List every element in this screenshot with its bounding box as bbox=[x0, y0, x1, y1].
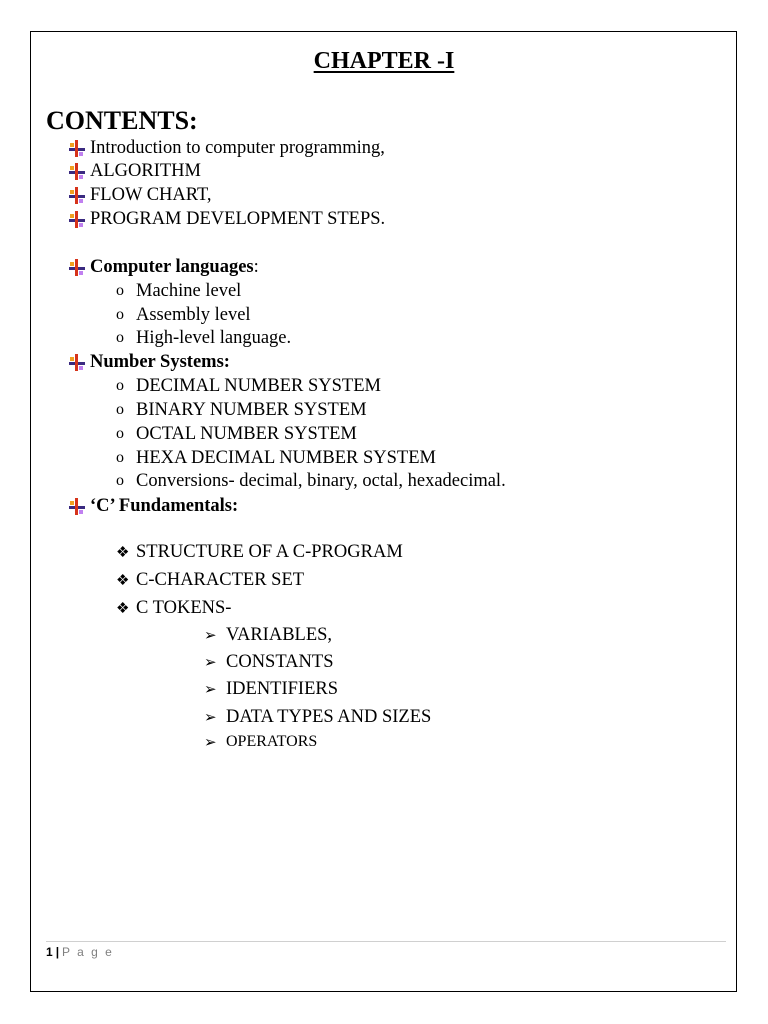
footer-divider bbox=[46, 941, 726, 942]
list-item: o OCTAL NUMBER SYSTEM bbox=[116, 423, 357, 444]
arrowhead-bullet-icon: ➢ bbox=[204, 734, 217, 751]
page-label: P a g e bbox=[62, 945, 114, 959]
list-item: o High-level language. bbox=[116, 327, 292, 348]
diamond-bullet-icon: ❖ bbox=[116, 544, 130, 561]
arrowhead-bullet-icon: ➢ bbox=[204, 709, 217, 726]
footer-separator: | bbox=[55, 945, 60, 959]
four-way-arrow-icon bbox=[68, 353, 86, 371]
four-way-arrow-icon bbox=[68, 139, 86, 157]
list-item: Introduction to computer programming, bbox=[68, 137, 385, 159]
list-item: ➢ CONSTANTS bbox=[204, 651, 334, 672]
list-item: o BINARY NUMBER SYSTEM bbox=[116, 399, 367, 420]
list-item: ➢ OPERATORS bbox=[204, 733, 318, 751]
arrowhead-bullet-icon: ➢ bbox=[204, 681, 217, 698]
list-item: ❖ C TOKENS- bbox=[116, 597, 232, 618]
page-number: 1 bbox=[46, 945, 53, 959]
four-way-arrow-icon bbox=[68, 162, 86, 180]
contents-heading: CONTENTS: bbox=[46, 106, 198, 135]
arrowhead-bullet-icon: ➢ bbox=[204, 654, 217, 671]
circle-bullet-icon: o bbox=[116, 449, 124, 466]
list-item: ❖ STRUCTURE OF A C-PROGRAM bbox=[116, 541, 403, 562]
list-item: o HEXA DECIMAL NUMBER SYSTEM bbox=[116, 447, 436, 468]
circle-bullet-icon: o bbox=[116, 282, 124, 299]
list-item: FLOW CHART, bbox=[68, 184, 212, 206]
circle-bullet-icon: o bbox=[116, 329, 124, 346]
circle-bullet-icon: o bbox=[116, 425, 124, 442]
section-heading-languages: Computer languages : bbox=[68, 256, 259, 278]
page-footer bbox=[46, 945, 114, 959]
four-way-arrow-icon bbox=[68, 258, 86, 276]
section-heading-number-systems: Number Systems: bbox=[68, 351, 230, 373]
circle-bullet-icon: o bbox=[116, 377, 124, 394]
chapter-title: CHAPTER -I bbox=[313, 48, 455, 74]
circle-bullet-icon: o bbox=[116, 401, 124, 418]
list-item: ➢ VARIABLES, bbox=[204, 624, 333, 645]
diamond-bullet-icon: ❖ bbox=[116, 572, 130, 589]
list-item: ❖ C-CHARACTER SET bbox=[116, 569, 305, 590]
list-item: o Assembly level bbox=[116, 304, 251, 325]
four-way-arrow-icon bbox=[68, 497, 86, 515]
list-item: ALGORITHM bbox=[68, 160, 201, 182]
diamond-bullet-icon: ❖ bbox=[116, 600, 130, 617]
list-item: o Machine level bbox=[116, 280, 242, 301]
list-item: o DECIMAL NUMBER SYSTEM bbox=[116, 375, 381, 396]
four-way-arrow-icon bbox=[68, 210, 86, 228]
arrowhead-bullet-icon: ➢ bbox=[204, 627, 217, 644]
list-item: PROGRAM DEVELOPMENT STEPS. bbox=[68, 208, 385, 230]
four-way-arrow-icon bbox=[68, 186, 86, 204]
circle-bullet-icon: o bbox=[116, 472, 124, 489]
section-heading-fundamentals: ‘C’ Fundamentals: bbox=[68, 495, 238, 517]
list-item: ➢ IDENTIFIERS bbox=[204, 678, 339, 699]
circle-bullet-icon: o bbox=[116, 306, 124, 323]
list-item: o Conversions- decimal, binary, octal, hexadecimal. bbox=[116, 470, 506, 491]
list-item: ➢ DATA TYPES AND SIZES bbox=[204, 706, 432, 727]
